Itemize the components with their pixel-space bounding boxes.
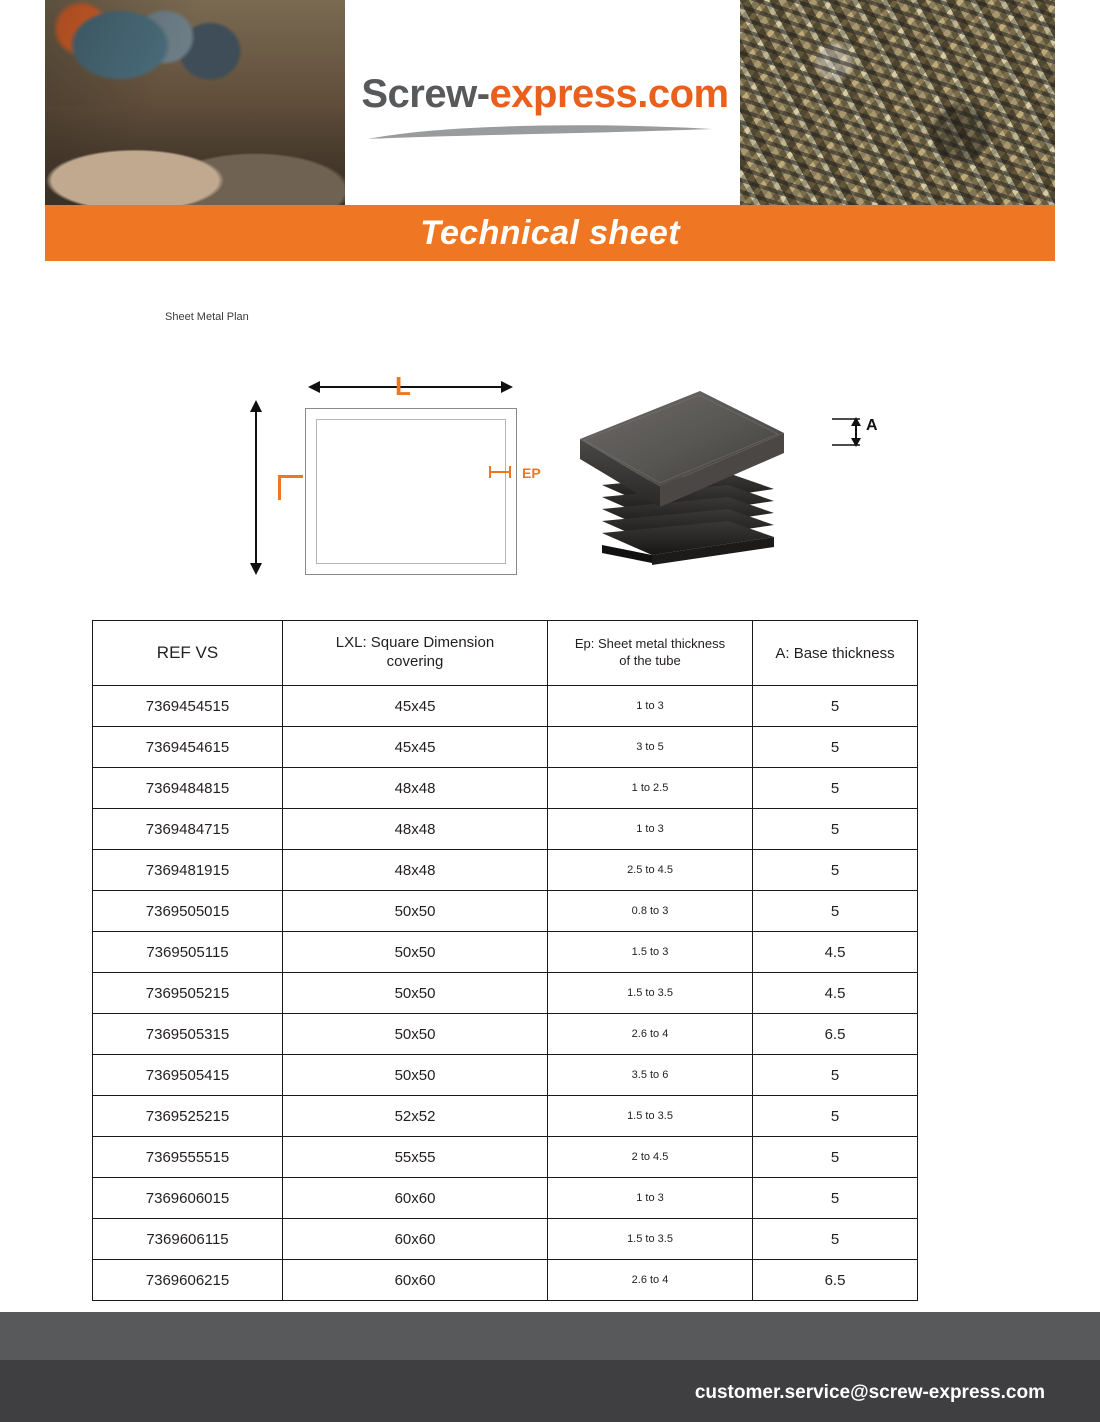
cell-a: 5 [753,1178,918,1219]
cell-lxl: 48x48 [283,809,548,850]
table-row [93,727,918,768]
table-row [93,1260,918,1301]
brand-logo-text [360,72,730,117]
cell-a: 5 [753,727,918,768]
footer-contact-email[interactable]: customer.service@screw-express.com [694,1382,1045,1403]
cell-a: 5 [753,809,918,850]
cell-ref: 7369525215 [93,1096,283,1137]
cell-lxl: 48x48 [283,768,548,809]
title-band [45,205,1055,261]
cell-ep: 2.6 to 4 [548,1014,753,1055]
column-header-ep-line1: Ep: Sheet metal thickness [574,636,726,652]
cell-a: 6.5 [753,1014,918,1055]
cell-ep: 1.5 to 3.5 [548,1096,753,1137]
cell-ep: 1 to 2.5 [548,768,753,809]
cell-lxl: 50x50 [283,1055,548,1096]
screws-photo [740,0,1055,205]
screws-photo-image [740,0,1055,205]
cell-ref: 7369606015 [93,1178,283,1219]
square-section-inner [316,419,506,564]
cell-lxl: 50x50 [283,1014,548,1055]
product-image-plug [560,377,800,582]
cell-a: 5 [753,891,918,932]
table-row [93,1014,918,1055]
specifications-table [92,620,918,1301]
cell-ep: 1.5 to 3.5 [548,1219,753,1260]
table-row [93,1219,918,1260]
height-dimension-arrow-icon [248,400,264,575]
footer-dark-band [0,1360,1100,1422]
footer-grey-band [0,1312,1100,1360]
workbench-photo-image [45,0,345,205]
cell-ref: 7369505015 [93,891,283,932]
brand-logo [360,72,730,143]
cell-ep: 2 to 4.5 [548,1137,753,1178]
table-row [93,891,918,932]
cell-lxl: 55x55 [283,1137,548,1178]
dimension-l-label: L [395,371,411,401]
cell-lxl: 50x50 [283,932,548,973]
dimension-a-label: A [866,417,878,434]
column-header-ep-line2: of the tube [619,653,681,668]
column-header-lxl-line2: covering [386,653,444,670]
cell-lxl: 60x60 [283,1178,548,1219]
cell-a: 5 [753,1096,918,1137]
cell-ref: 7369454515 [93,686,283,727]
cell-ep: 1 to 3 [548,686,753,727]
cell-ep: 0.8 to 3 [548,891,753,932]
cell-ref: 7369454615 [93,727,283,768]
table-row [93,850,918,891]
cell-ref: 7369606215 [93,1260,283,1301]
cell-ep: 1 to 3 [548,809,753,850]
cell-a: 4.5 [753,932,918,973]
table-row [93,932,918,973]
column-header-ep [548,621,753,686]
cell-lxl: 45x45 [283,686,548,727]
cell-a: 5 [753,686,918,727]
column-header-a: A: Base thickness [753,621,918,686]
table-header-row [93,621,918,686]
table-row [93,1137,918,1178]
cell-ref: 7369505115 [93,932,283,973]
column-header-lxl-line1: LXL: Square Dimension [335,634,495,652]
column-header-lxl [283,621,548,686]
cell-a: 5 [753,1055,918,1096]
dimension-ep-label: EP [522,465,541,481]
cell-lxl: 50x50 [283,973,548,1014]
cell-ref: 7369606115 [93,1219,283,1260]
workbench-photo [45,0,345,205]
cell-lxl: 45x45 [283,727,548,768]
brand-logo-accent: express.com [489,72,729,116]
cell-ep: 3 to 5 [548,727,753,768]
base-thickness-dimension-icon [830,415,870,449]
table-body [93,686,918,1301]
table-header [93,621,918,686]
square-section-outer [305,408,517,575]
cell-a: 5 [753,850,918,891]
table-row [93,1055,918,1096]
page-title: Technical sheet [420,214,680,252]
table-row [93,1096,918,1137]
cell-ep: 2.5 to 4.5 [548,850,753,891]
cell-lxl: 52x52 [283,1096,548,1137]
cell-ref: 7369481915 [93,850,283,891]
cell-ep: 1 to 3 [548,1178,753,1219]
cell-ref: 7369555515 [93,1137,283,1178]
cell-ep: 3.5 to 6 [548,1055,753,1096]
cell-lxl: 48x48 [283,850,548,891]
column-header-ref: REF VS [93,621,283,686]
cell-lxl: 50x50 [283,891,548,932]
table-row [93,1178,918,1219]
page-header [0,0,1100,205]
corner-marker-icon [278,475,303,500]
table-row [93,768,918,809]
brand-logo-main: Screw- [361,72,490,116]
ep-dimension-arrow-icon [488,465,518,479]
cell-a: 6.5 [753,1260,918,1301]
table-row [93,973,918,1014]
cell-ref: 7369484715 [93,809,283,850]
cell-a: 4.5 [753,973,918,1014]
technical-drawing [230,355,910,595]
cell-lxl: 60x60 [283,1260,548,1301]
cell-ep: 2.6 to 4 [548,1260,753,1301]
cell-ep: 1.5 to 3.5 [548,973,753,1014]
cell-ref: 7369484815 [93,768,283,809]
brand-swoosh-icon [360,121,730,143]
cell-ref: 7369505415 [93,1055,283,1096]
cell-a: 5 [753,1137,918,1178]
cell-a: 5 [753,1219,918,1260]
specifications-table-wrapper [92,620,917,1301]
cell-a: 5 [753,768,918,809]
cell-ep: 1.5 to 3 [548,932,753,973]
cell-ref: 7369505215 [93,973,283,1014]
cell-lxl: 60x60 [283,1219,548,1260]
sheet-metal-plan-label: Sheet Metal Plan [165,311,249,323]
cell-ref: 7369505315 [93,1014,283,1055]
table-row [93,686,918,727]
table-row [93,809,918,850]
